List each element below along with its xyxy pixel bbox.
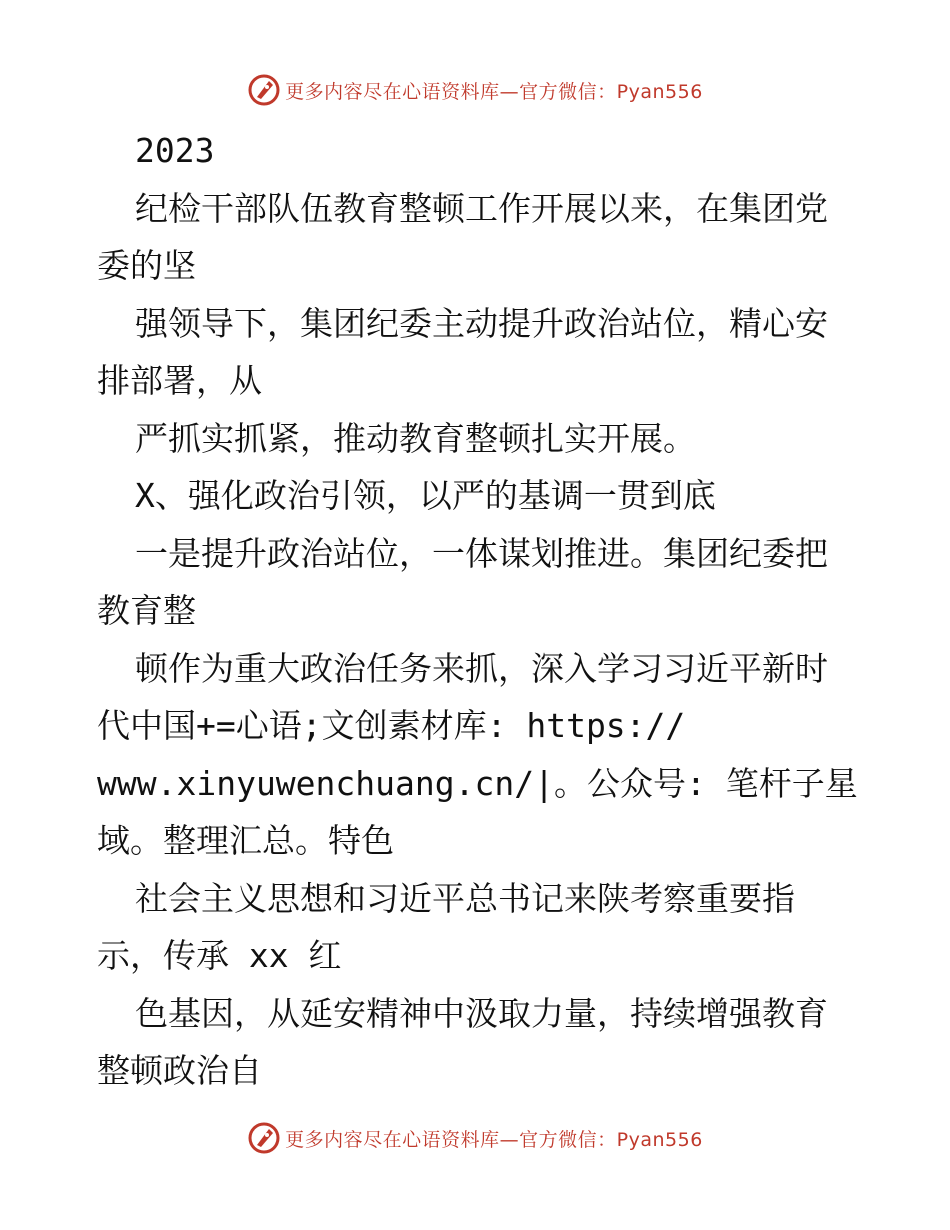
body-text-line: 严抓实抓紧，推动教育整顿扎实开展。 <box>135 418 696 458</box>
body-text-line: 示，传承 xx 红 <box>97 936 342 975</box>
document-body <box>97 122 877 1100</box>
header-watermark-banner <box>0 70 950 110</box>
body-text-line: 整顿政治自 <box>97 1051 262 1090</box>
watermark-text: 更多内容尽在心语资料库—官方微信：Pyan556 <box>285 1128 703 1151</box>
body-text-line: 2023 <box>135 131 215 170</box>
pen-nib-logo-icon <box>247 1121 281 1155</box>
pen-nib-logo-icon <box>247 73 281 107</box>
body-text-line: 代中国+=心语;文创素材库: https:// <box>97 706 686 745</box>
body-text-line: 域。整理汇总。特色 <box>97 821 394 860</box>
body-text-line: X、强化政治引领，以严的基调一贯到底 <box>135 476 716 515</box>
body-text-line: 教育整 <box>97 591 196 630</box>
body-text-line: 社会主义思想和习近平总书记来陕考察重要指 <box>135 878 795 918</box>
body-text-line: 一是提升政治站位，一体谋划推进。集团纪委把 <box>135 533 828 573</box>
body-text-line: www.xinyuwenchuang.cn/|。公众号: 笔杆子星 <box>97 763 858 803</box>
body-text-line: 委的坚 <box>97 246 196 285</box>
footer-watermark-banner <box>0 1118 950 1158</box>
body-text-line: 色基因，从延安精神中汲取力量，持续增强教育 <box>135 993 828 1033</box>
body-text-line: 顿作为重大政治任务来抓，深入学习习近平新时 <box>135 648 828 688</box>
watermark-text: 更多内容尽在心语资料库—官方微信：Pyan556 <box>285 80 703 103</box>
body-text-line: 纪检干部队伍教育整顿工作开展以来，在集团党 <box>135 188 828 228</box>
body-text-line: 排部署，从 <box>97 361 262 400</box>
body-text-line: 强领导下，集团纪委主动提升政治站位，精心安 <box>135 303 828 343</box>
